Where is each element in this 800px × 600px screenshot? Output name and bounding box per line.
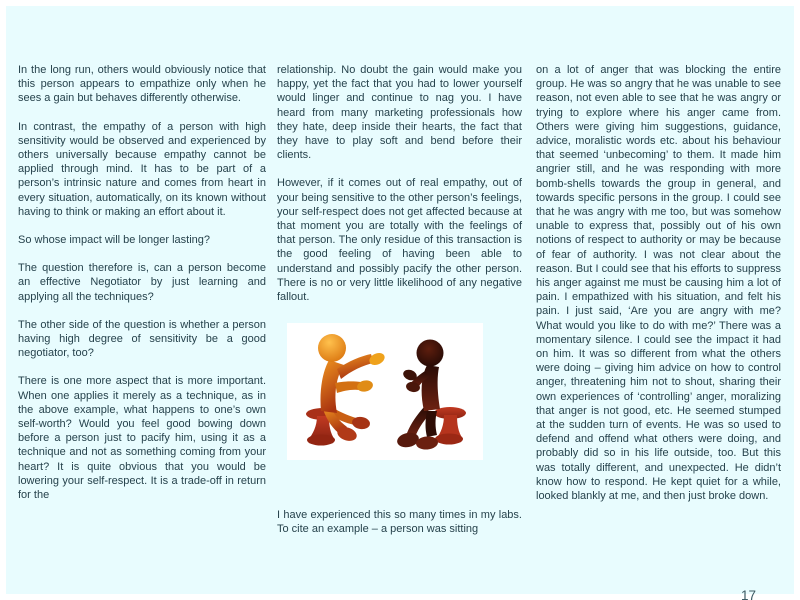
two-figures-on-stools-image (287, 323, 483, 460)
page-number: 17 (740, 588, 756, 600)
paragraph: There is one more aspect that is more important. When one applies it merely as a technique, as in the above example, what happens to one’s own self-worth? Would you feel good bowing down before a person just to pacify him, using it as a technique and not as something coming from your heart? It is quite obvious that you would be lowering your self-respect. It is a trade-off in return for the (18, 375, 266, 502)
paragraph: The question therefore is, can a person become an effective Negotiator by just learning and applying all the techniques? (18, 262, 266, 303)
paragraph: on a lot of anger that was blocking the entire group. He was so angry that he was unable to see reason, not even able to see that he was angry or trying to explore where his anger came from. Others were giving him suggestions, guidance, advice, moralistic words etc. about his behaviour that seemed ‘unbecoming’ to them. It made him angrier still, and he was responding with more bomb-shells towards the group in general, and towards specific persons in the group. I could see that he was angry with me too, but was somehow unable to express that, possibly out of his own notions of respect to authority or may be because of fear of authority. I was not clear about the reason. But I could see that his efforts to suppress his anger against me must be causing him a lot of pain. I empathized with his situation, and felt his pain. I just said, ‘Are you are angry with me? What would you like to do with me?’ There was a momentary silence. I could see the impact it had on him. It was so different from what the others were doing – giving him advice on how to control anger, threatening him not to shout, sharing their own experiences of ‘controlling’ anger, moralizing that anger is not good, etc. He seemed stumped at the sudden turn of events. He was so used to defend and offend what others were doing, and probably did so in his life outside, too. But this was totally different, and unexpected. He didn’t know how to respond. He kept quiet for a while, looked blankly at me, and then just broke down. (536, 64, 781, 503)
paragraph: In the long run, others would obviously notice that this person appears to empathize only when he sees a gain but behaves differently otherwise. (18, 64, 266, 105)
paragraph: The other side of the question is whether a person having high degree of sensitivity be a good negotiator, too? (18, 318, 266, 360)
paragraph: However, if it comes out of real empathy, out of your being sensitive to the other person’s feelings, your self-respect does not get affected because at that moment you are totally with the feelings of that person. The only residue of this transaction is the good feeling of having been able to understand and possibly pacify the other person. There is no or very little likelihood of any negative fallout. (277, 177, 522, 304)
paragraph: So whose impact will be longer lasting? (18, 234, 210, 247)
paragraph: In contrast, the empathy of a person with high sensitivity would be observed and experienced by others universally because empathy cannot be applied through mind. It has to be part of a person’s intrinsic nature and comes from heart in every situation, automatically, on its known without having to think or making an effort about it. (18, 120, 266, 218)
text-column-3 (536, 63, 781, 517)
right-stool-icon (434, 407, 466, 445)
text-column-1 (18, 63, 266, 516)
conversation-illustration (287, 323, 483, 460)
dark-figure-icon (396, 340, 444, 451)
paragraph: relationship. No doubt the gain would make you happy, yet the fact that you had to lower yourself would linger and continue to nag you. I have heard from many marketing professionals how they hate, deep inside their hearts, the fact that they have to play soft and bend before their clients. (277, 64, 522, 162)
paragraph: I have experienced this so many times in my labs. To cite an example – a person was sitting (277, 509, 522, 536)
text-column-2 (277, 63, 522, 551)
